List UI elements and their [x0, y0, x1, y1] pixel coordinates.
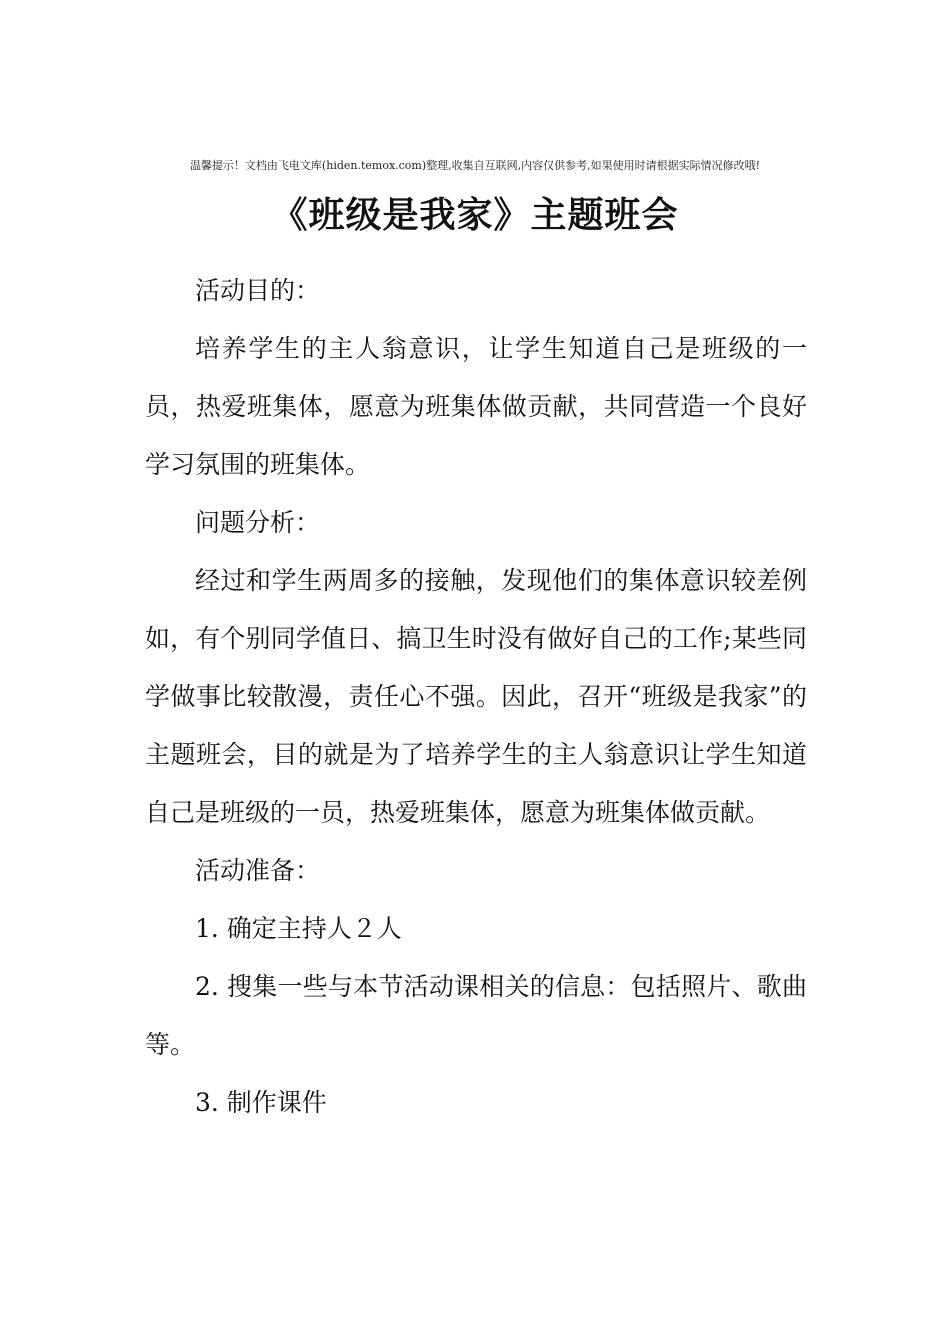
- preparation-heading: 活动准备：: [195, 856, 321, 885]
- document-title: 《班级是我家》主题班会: [271, 195, 679, 236]
- goal-paragraph: 培养学生的主人翁意识，让学生知道自己是班级的一员，热爱班集体，愿意为班集体做贡献，共同营造一个良好学习氛围的班集体。: [145, 334, 807, 479]
- document-body: [145, 262, 807, 1132]
- preparation-item-1: 1. 确定主持人２人: [195, 914, 402, 943]
- preparation-item-3: 3. 制作课件: [195, 1088, 327, 1117]
- document-notice: 温馨提示！文档由飞电文库(hiden.temox.com)整理,收集自互联网,内容仅供参考,如果使用时请根据实际情况修改哦!: [189, 159, 761, 172]
- analysis-heading: 问题分析：: [195, 508, 321, 537]
- goal-heading: 活动目的：: [195, 276, 321, 305]
- analysis-paragraph: 经过和学生两周多的接触，发现他们的集体意识较差例如，有个别同学值日、搞卫生时没有做好自己的工作;某些同学做事比较散漫，责任心不强。因此，召开“班级是我家”的主题班会，目的就是为了培养学生的主人翁意识让学生知道自己是班级的一员，热爱班集体，愿意为班集体做贡献。: [145, 566, 807, 827]
- preparation-item-2: 2. 搜集一些与本节活动课相关的信息：包括照片、歌曲等。: [145, 972, 807, 1059]
